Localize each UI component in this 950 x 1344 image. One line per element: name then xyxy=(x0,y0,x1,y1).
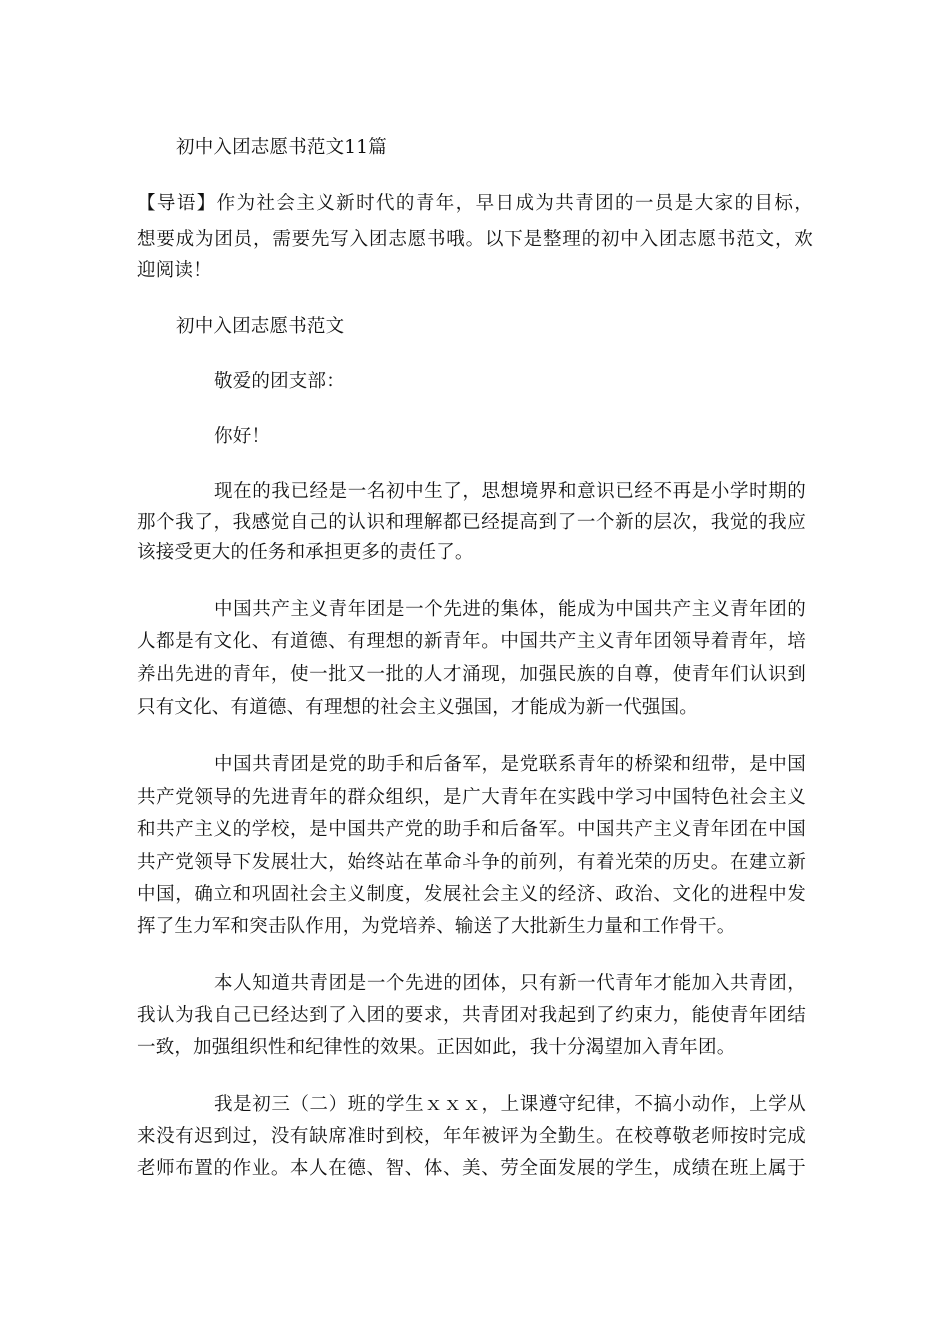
paragraph-line: 中国共产主义青年团是一个先进的集体，能成为中国共产主义青年团的 xyxy=(214,599,806,620)
paragraph-line: 挥了生力军和突击队作用，为党培养、输送了大批新生力量和工作骨干。 xyxy=(137,916,736,937)
paragraph-line: 中国，确立和巩固社会主义制度，发展社会主义的经济、政治、文化的进程中发 xyxy=(137,884,806,905)
paragraph-line: 本人知道共青团是一个先进的团体，只有新一代青年才能加入共青团， xyxy=(214,973,806,994)
paragraph-line: 一致，加强组织性和纪律性的效果。正因如此，我十分渴望加入青年团。 xyxy=(137,1037,736,1058)
document-title: 初中入团志愿书范文11篇 xyxy=(176,137,387,158)
paragraph-line: 我认为我自己已经达到了入团的要求，共青团对我起到了约束力，能使青年团结 xyxy=(137,1005,806,1026)
paragraph-line: 该接受更大的任务和承担更多的责任了。 xyxy=(137,542,474,563)
paragraph-line: 来没有迟到过，没有缺席准时到校，年年被评为全勤生。在校尊敬老师按时完成 xyxy=(137,1126,806,1147)
intro-line: 想要成为团员，需要先写入团志愿书哦。以下是整理的初中入团志愿书范文，欢 xyxy=(137,229,813,250)
intro-line: 迎阅读！ xyxy=(137,260,212,281)
paragraph-line: 那个我了，我感觉自己的认识和理解都已经提高到了一个新的层次，我觉的我应 xyxy=(137,512,806,533)
salutation: 敬爱的团支部： xyxy=(214,371,345,392)
section-title: 初中入团志愿书范文 xyxy=(176,316,345,337)
paragraph-line: 老师布置的作业。本人在德、智、体、美、劳全面发展的学生，成绩在班上属于 xyxy=(137,1158,806,1179)
greeting: 你好！ xyxy=(214,426,271,447)
paragraph-line: 和共产主义的学校，是中国共产党的助手和后备军。中国共产主义青年团在中国 xyxy=(137,819,806,840)
paragraph-line: 中国共青团是党的助手和后备军，是党联系青年的桥梁和纽带，是中国 xyxy=(214,754,806,775)
paragraph-line: 只有文化、有道德、有理想的社会主义强国，才能成为新一代强国。 xyxy=(137,697,699,718)
intro-line: 【导语】作为社会主义新时代的青年，早日成为共青团的一员是大家的目标， xyxy=(137,193,813,214)
paragraph-line: 人都是有文化、有道德、有理想的新青年。中国共产主义青年团领导着青年，培 xyxy=(137,631,806,652)
paragraph-line: 养出先进的青年，使一批又一批的人才涌现，加强民族的自尊，使青年们认识到 xyxy=(137,664,806,685)
paragraph-line: 共产党领导的先进青年的群众组织，是广大青年在实践中学习中国特色社会主义 xyxy=(137,787,806,808)
paragraph-line: 共产党领导下发展壮大，始终站在革命斗争的前列，有着光荣的历史。在建立新 xyxy=(137,852,806,873)
paragraph-line: 我是初三（二）班的学生ｘｘｘ，上课遵守纪律，不搞小动作，上学从 xyxy=(214,1094,806,1115)
paragraph-line: 现在的我已经是一名初中生了，思想境界和意识已经不再是小学时期的 xyxy=(214,481,806,502)
